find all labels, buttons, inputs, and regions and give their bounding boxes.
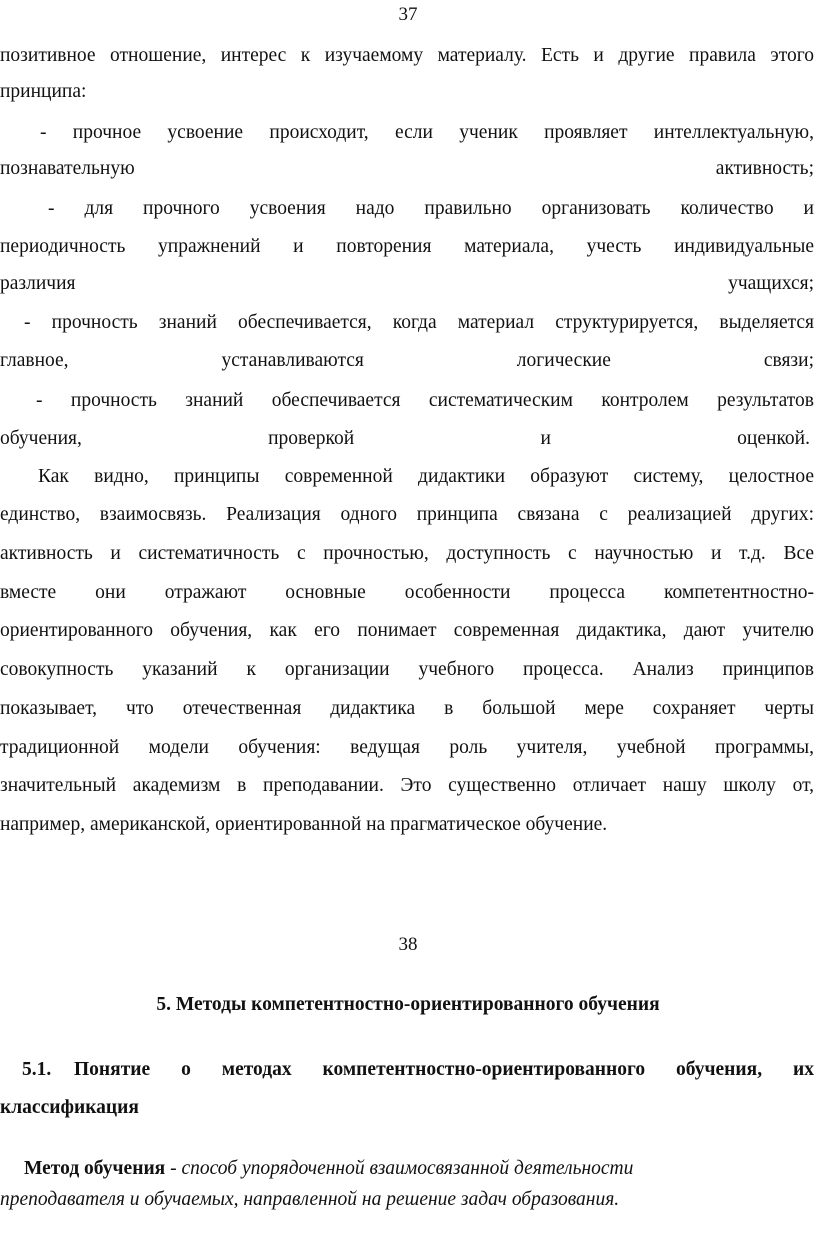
- page-number-38: 38: [398, 934, 418, 955]
- section-heading: 5. Методы компетентностно-ориентированного обучения: [156, 994, 660, 1015]
- paragraph-line: принципа:: [0, 81, 87, 102]
- paragraph-line: традиционной модели обучения: ведущая роль учителя, учебной программы,: [0, 737, 814, 758]
- paragraph-line: показывает, что отечественная дидактика в большой мере сохраняет черты: [0, 698, 814, 719]
- rule-line: - прочность знаний обеспечивается, когда материал структурируется, выделяется: [24, 312, 814, 333]
- subsection-heading: [22, 1058, 814, 1082]
- definition-term: Метод обучения: [24, 1158, 166, 1179]
- definition-dash: -: [165, 1158, 182, 1179]
- definition-text-line: преподавателя и обучаемых, направленной на решение задач образования.: [0, 1189, 620, 1210]
- rule-line: обучения, проверкой и оценкой.: [0, 428, 810, 449]
- rule-line: главное, устанавливаются логические связи;: [0, 350, 814, 371]
- rule-line: - прочность знаний обеспечивается систематическим контролем результатов: [36, 390, 814, 411]
- definition-text: способ упорядоченной взаимосвязанной деятельности: [181, 1158, 634, 1179]
- paragraph-line: единство, взаимосвязь. Реализация одного принципа связана с реализацией других:: [0, 504, 814, 525]
- rule-line: - для прочного усвоения надо правильно организовать количество и: [48, 198, 814, 219]
- paragraph-line: значительный академизм в преподавании. Это существенно отличает нашу школу от,: [0, 775, 814, 796]
- rule-line: познавательную активность;: [0, 158, 814, 179]
- paragraph-line: вместе они отражают основные особенности процесса компетентностно-: [0, 582, 814, 603]
- paragraph-line: активность и систематичность с прочностью, доступность с научностью и т.д. Все: [0, 543, 814, 564]
- definition-line: [24, 1157, 814, 1181]
- paragraph-line: например, американской, ориентированной на прагматическое обучение.: [0, 814, 608, 835]
- paragraph-line: Как видно, принципы современной дидактики образуют систему, целостное: [38, 466, 814, 487]
- subsection-title-line: классификация: [0, 1097, 139, 1118]
- page-number-37: 37: [398, 4, 418, 25]
- subsection-number: 5.1.: [22, 1059, 52, 1080]
- subsection-title-line: Понятие о методах компетентностно-ориентированного обучения, их: [74, 1059, 814, 1080]
- paragraph-line: позитивное отношение, интерес к изучаемому материалу. Есть и другие правила этого: [0, 45, 814, 66]
- rule-line: периодичность упражнений и повторения материала, учесть индивидуальные: [0, 236, 814, 257]
- rule-line: различия учащихся;: [0, 273, 814, 294]
- paragraph-line: совокупность указаний к организации учебного процесса. Анализ принципов: [0, 659, 814, 680]
- paragraph-line: ориентированного обучения, как его понимает современная дидактика, дают учителю: [0, 620, 814, 641]
- rule-line: - прочное усвоение происходит, если ученик проявляет интеллектуальную,: [40, 122, 814, 143]
